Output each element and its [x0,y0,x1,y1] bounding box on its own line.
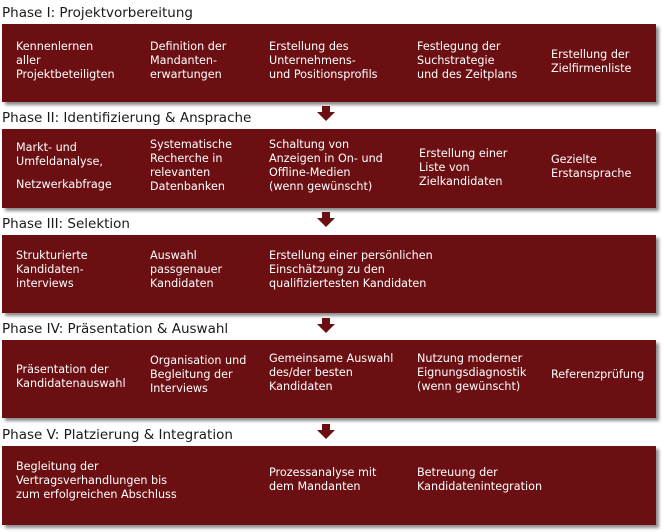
down-arrow-icon [317,106,335,121]
phase-3-title: Phase III: Selektion [2,216,130,232]
down-arrow-icon [317,424,335,439]
down-arrow-icon [317,212,335,227]
phase-1-title: Phase I: Projektvorbereitung [2,5,193,21]
phase-1-step-4: Festlegung der Suchstrategie und des Zeitplans [417,40,518,81]
down-arrow-icon [317,318,335,333]
phase-5-step-1: Begleitung der Vertragsverhandlungen bis zum erfolgreichen Abschluss [16,460,177,501]
phase-5-step-3: Betreuung der Kandidatenintegration [417,466,543,493]
phase-5-title: Phase V: Platzierung & Integration [2,427,233,443]
phase-2-step-4: Erstellung einer Liste von Zielkandidaten [419,147,508,188]
phase-4-step-1: Präsentation der Kandidatenauswahl [16,363,126,390]
phase-1-step-5: Erstellung der Zielfirmenliste [551,48,632,75]
phase-4-step-4: Nutzung moderner Eignungsdiagnostik (wenn gewünscht) [417,352,527,393]
phase-3-box [2,235,656,313]
phase-2-step-5: Gezielte Erstansprache [551,153,632,180]
phase-2-step-1b: Netzwerkabfrage [16,178,112,191]
phase-2-box [2,129,656,208]
phase-3-step-1: Strukturierte Kandidaten- interviews [16,249,88,290]
phase-4-step-2: Organisation und Begleitung der Interviews [150,354,247,395]
phase-3-step-2: Auswahl passgenauer Kandidaten [150,249,223,290]
phase-1-step-3: Erstellung des Unternehmens- und Positionsprofils [269,40,378,81]
phase-3-step-3: Erstellung einer persönlichen Einschätzung zu den qualifiziertesten Kandidaten [269,249,433,290]
phase-4-step-5: Referenzprüfung [551,368,645,381]
phase-2-step-3: Schaltung von Anzeigen in On- und Offline-Medien (wenn gewünscht) [269,138,383,193]
phase-1-step-2: Definition der Mandanten- erwartungen [150,40,227,81]
phase-5-step-2: Prozessanalyse mit dem Mandanten [269,466,377,493]
phase-4-title: Phase IV: Präsentation & Auswahl [2,321,229,337]
phase-2-step-2: Systematische Recherche in relevanten Datenbanken [150,138,233,193]
phase-2-title: Phase II: Identifizierung & Ansprache [2,110,252,126]
phase-4-step-3: Gemeinsame Auswahl des/der besten Kandidaten [269,352,394,393]
phase-4-box [2,340,656,418]
phase-1-box [2,24,656,102]
phase-2-step-1: Markt- und Umfeldanalyse, [16,141,103,168]
phase-5-box [2,446,656,525]
phase-1-step-1: Kennenlernen aller Projektbeteiligten [16,40,115,81]
